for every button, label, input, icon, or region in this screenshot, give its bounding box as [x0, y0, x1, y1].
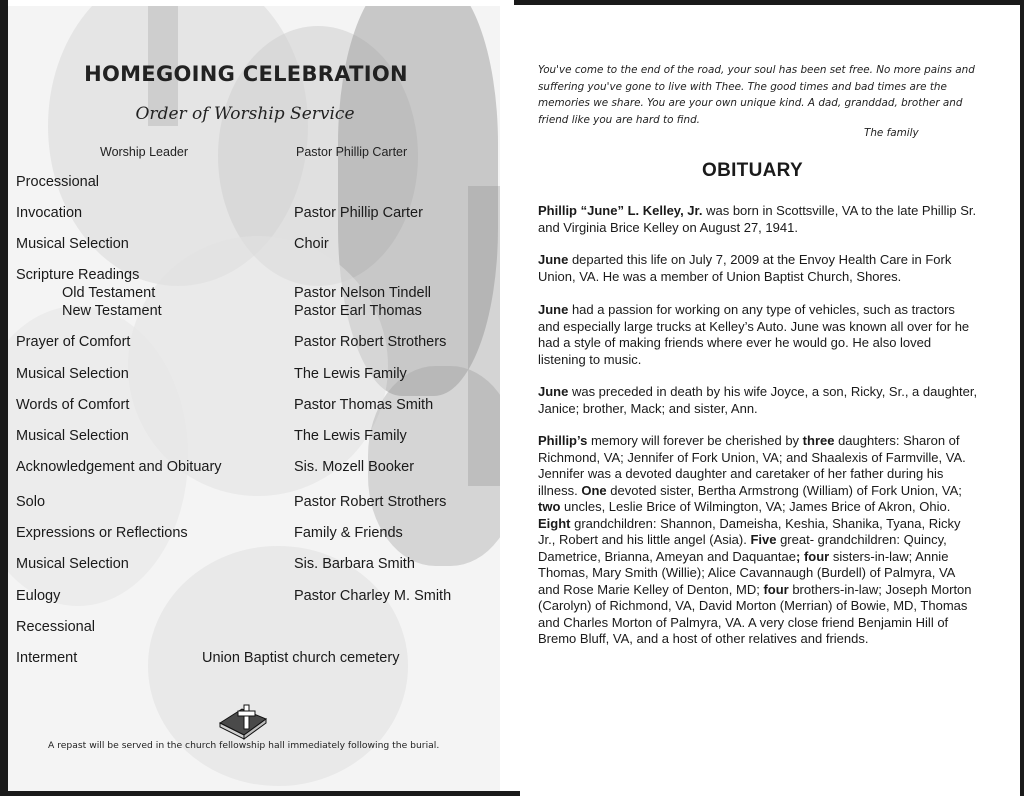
service-item: Processional	[16, 174, 100, 190]
service-item: Solo	[16, 494, 46, 510]
program-title: HOMEGOING CELEBRATION	[84, 62, 408, 86]
tribute-poem: You've come to the end of the road, your soul has been set free. No more pains and suffering you've gone to live with Thee. The good times and bad times are the memories we share. You are your own unique kind. A dad, granddad, brother and friend like you are hard to find.	[538, 64, 975, 126]
service-item: Interment	[16, 650, 78, 666]
obituary-paragraph-passion: June had a passion for working on any type of vehicles, such as tractors and especially large trucks at Kelley’s Auto. June was known all over for he had a style of making friends where ever he would go. He also loved listening to music.	[538, 302, 970, 367]
service-item: Prayer of Comfort	[16, 334, 131, 350]
service-person: The Lewis Family	[294, 366, 407, 382]
service-person: Union Baptist church cemetery	[202, 650, 400, 666]
service-person: Pastor Robert Strothers	[294, 334, 447, 350]
service-person: Pastor Nelson Tindell	[294, 285, 432, 301]
service-item: Eulogy	[16, 588, 61, 604]
service-item: Recessional	[16, 619, 95, 635]
worship-leader-label: Worship Leader	[100, 145, 189, 159]
service-item: New Testament	[62, 303, 162, 319]
service-item: Words of Comfort	[16, 397, 130, 413]
poem-signature: The family	[864, 127, 919, 139]
service-person: Pastor Charley M. Smith	[294, 588, 452, 604]
service-item: Invocation	[16, 205, 83, 221]
service-person: The Lewis Family	[294, 428, 407, 444]
service-person: Pastor Earl Thomas	[294, 303, 422, 319]
obituary-paragraph-birth: Phillip “June” L. Kelley, Jr. was born in Scottsville, VA to the late Phillip Sr. and Virginia Brice Kelley on August 27, 1941.	[538, 203, 977, 235]
scan-bottom-edge	[0, 791, 520, 796]
service-person: Choir	[294, 236, 329, 252]
service-item: Acknowledgement and Obituary	[16, 459, 222, 475]
service-person: Sis. Barbara Smith	[294, 556, 415, 572]
service-item: Musical Selection	[16, 556, 129, 572]
scan-right-edge	[1020, 0, 1024, 796]
service-item: Expressions or Reflections	[16, 525, 188, 541]
service-person: Family & Friends	[294, 525, 403, 541]
bible-cross-icon	[216, 701, 270, 741]
service-item: Musical Selection	[16, 366, 129, 382]
service-item: Old Testament	[62, 285, 156, 301]
obituary-name: Phillip “June” L. Kelley, Jr.	[538, 203, 703, 218]
scan-top-edge	[500, 0, 1024, 5]
service-person: Sis. Mozell Booker	[294, 459, 415, 475]
program-subtitle: Order of Worship Service	[135, 104, 355, 124]
obituary-paragraph-death: June departed this life on July 7, 2009 at the Envoy Health Care in Fork Union, VA. He was a member of Union Baptist Church, Shores.	[538, 252, 952, 284]
obituary-paragraph-survivors: Phillip’s memory will forever be cherished by three daughters: Sharon of Richmond, VA; Jennifer of Fork Union, VA; and Shaalexis of Farmville, VA. Jennifer was a devoted daughter and caretaker of her father during his illness. One devoted sister, Bertha Armstrong (William) of Fork Union, VA; two uncles, Leslie Brice of Wilmington, VA; James Brice of Akron, Ohio. Eight grandchildren: Shannon, Dameisha, Keshia, Shanika, Tyana, Ricky Jr., Robert and his little angel (Asia). Five great- grandchildren: Quincy, Dametrice, Brianna, Ameyan and Daquantae; four sisters-in-law; Annie Thomas, Mary Smith (Willie); Alice Cavannaugh (Burdell) of Palmyra, VA and Rose Marie Kelley of Denton, MD; four brothers-in-law; Joseph Morton (Carolyn) of Richmond, VA, David Morton (Merrian) of Bowie, MD, Thomas and Charles Morton of Palmyra, VA. A very close friend Benjamin Hill of Bremo Bluff, VA, and a host of other relatives and friends.	[538, 433, 972, 646]
obituary-heading: OBITUARY	[702, 160, 803, 181]
page-gutter	[500, 0, 514, 796]
repast-note: A repast will be served in the church fellowship hall immediately following the burial.	[48, 740, 440, 751]
service-item: Musical Selection	[16, 428, 129, 444]
service-person: Pastor Phillip Carter	[294, 205, 423, 221]
service-person: Pastor Thomas Smith	[294, 397, 434, 413]
service-item: Scripture Readings	[16, 267, 140, 283]
worship-leader-name: Pastor Phillip Carter	[296, 145, 408, 159]
scan-left-edge	[0, 0, 8, 796]
service-person: Pastor Robert Strothers	[294, 494, 447, 510]
service-item: Musical Selection	[16, 236, 129, 252]
obituary-paragraph-preceded: June was preceded in death by his wife Joyce, a son, Ricky, Sr., a daughter, Janice; brother, Mack; and sister, Ann.	[538, 384, 978, 416]
